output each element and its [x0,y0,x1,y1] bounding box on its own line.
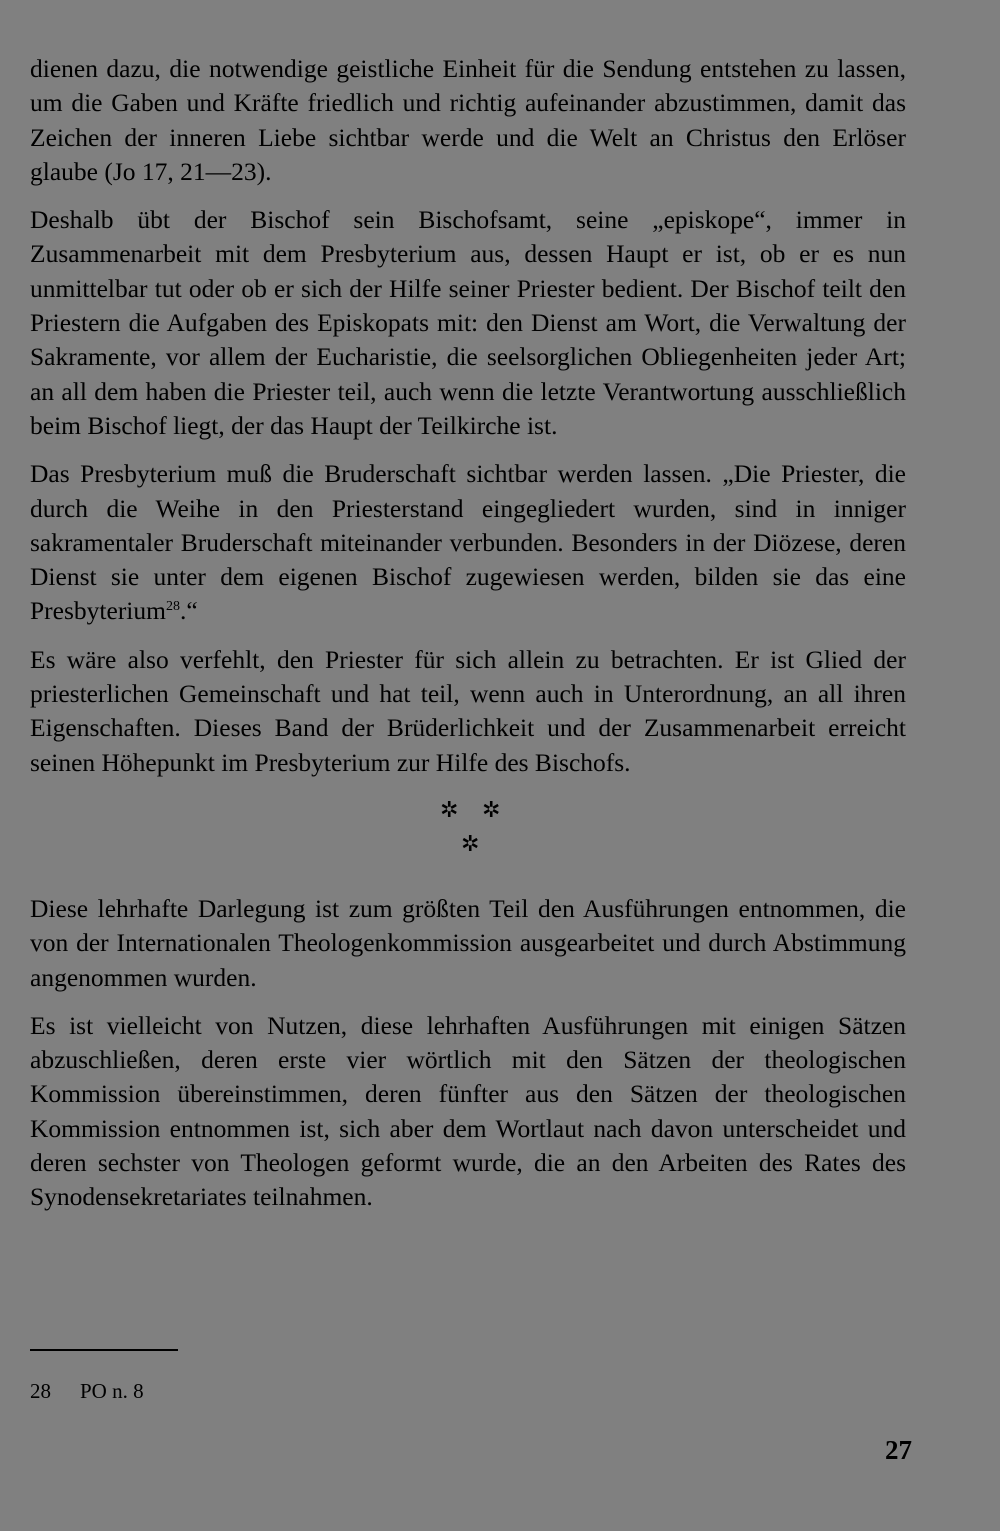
asterism-star-icon: ✲ [440,797,459,823]
paragraph-6: Es ist vielleicht von Nutzen, diese lehrhaften Ausführungen mit einigen Sätzen abzuschließen, deren erste vier wörtlich mit den Sätzen der theologischen Kommission übereinstimmen, deren fünfter aus den Sätzen der theologischen Kommission entnommen ist, sich aber dem Wortlaut nach davon unterscheidet und deren sechster von Theologen geformt wurde, die an den Arbeiten des Rates des Synodensekretariates teilnahmen. [30,1010,906,1212]
footnote-number: 28 [30,1379,51,1403]
paragraph-3 [30,457,906,628]
paragraph-1: dienen dazu, die notwendige geistliche Einheit für die Sendung entstehen zu lassen, um die Gaben und Kräfte friedlich und richtig aufeinander abzustimmen, damit das Zeichen der inneren Liebe sichtbar werde und die Welt an Christus den Erlöser glaube (Jo 17, 21—23). [30,54,906,186]
paragraph-3-text: Das Presbyterium muß die Bruderschaft sichtbar werden lassen. „Die Priester, die durch die Weihe in den Priesterstand eingegliedert wurden, sind in inniger sakramentaler Bruderschaft miteinander verbunden. Besonders in der Diözese, deren Dienst sie unter dem eigenen Bischof zugewiesen werden, bilden sie das eine Presbyterium [30,459,906,626]
paragraph-5: Diese lehrhafte Darlegung ist zum größten Teil den Ausführungen entnommen, die von der Internationalen Theologenkommission ausgearbeitet und durch Abstimmung angenommen wurden. [30,893,906,992]
page-body [30,52,906,1229]
footnote [30,1377,144,1405]
asterism-star-icon: ✲ [461,831,480,857]
footnote-reference: 28 [165,599,180,615]
section-break-asterism [30,794,906,886]
asterism-star-icon: ✲ [482,797,501,823]
paragraph-3-closing: .“ [179,596,198,626]
paragraph-2: Deshalb übt der Bischof sein Bischofsamt, seine „episkope“, immer in Zusammenarbeit mit dem Presbyterium aus, dessen Haupt er ist, ob er es nun unmittelbar tut oder ob er sich der Hilfe seiner Priester bedient. Der Bischof teilt den Priestern die Aufgaben des Episkopats mit: den Dienst am Wort, die Verwaltung der Sakramente, vor allem der Eucharistie, die seelsorglichen Obliegenheiten jeder Art; an all dem haben die Priester teil, auch wenn die letzte Verantwortung ausschließlich beim Bischof liegt, der das Haupt der Teilkirche ist. [30,205,906,440]
footnote-text: PO n. 8 [80,1379,144,1403]
footnote-divider [30,1349,178,1351]
paragraph-4: Es wäre also verfehlt, den Priester für sich allein zu betrachten. Er ist Glied der priesterlichen Gemeinschaft und hat teil, wenn auch in Unterordnung, an all ihren Eigenschaften. Dieses Band der Brüderlichkeit und der Zusammenarbeit erreicht seinen Höhepunkt im Presbyterium zur Hilfe des Bischofs. [30,644,906,777]
page-number: 27 [885,1435,912,1465]
